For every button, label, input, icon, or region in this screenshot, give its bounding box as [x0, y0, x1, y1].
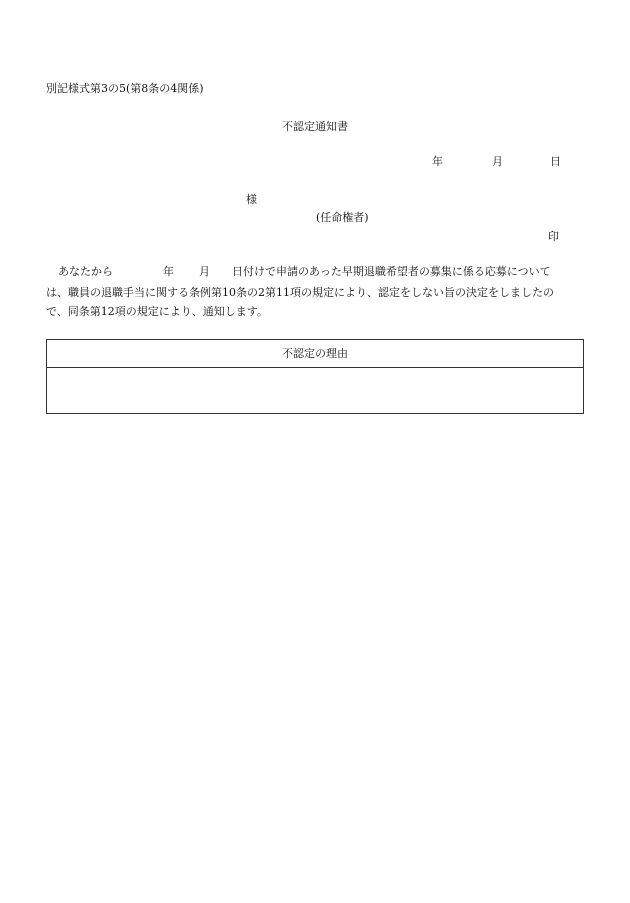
form-reference: 別記様式第3の5(第8条の4関係)	[46, 82, 204, 95]
body-line-1-year: 年	[163, 265, 174, 278]
recipient-honorific: 様	[246, 193, 257, 206]
document-title: 不認定通知書	[282, 120, 348, 133]
reason-table	[46, 339, 584, 414]
body-line-1-start: あなたから	[58, 265, 113, 278]
date-day-label: 日	[550, 155, 561, 168]
date-year-label: 年	[432, 155, 443, 168]
body-line-1-month: 月	[199, 265, 210, 278]
reason-table-header: 不認定の理由	[47, 340, 583, 368]
reason-table-content	[47, 368, 583, 413]
body-line-2: は、職員の退職手当に関する条例第10条の2第11項の規定により、認定をしない旨の決定をしましたの	[46, 286, 554, 299]
date-month-label: 月	[492, 155, 503, 168]
appointing-authority: (任命権者)	[316, 211, 369, 224]
body-line-3: で、同条第12項の規定により、通知します。	[46, 305, 268, 318]
seal-label: 印	[548, 230, 559, 243]
body-line-1-rest: 日付けで申請のあった早期退職希望者の募集に係る応募について	[232, 265, 551, 278]
